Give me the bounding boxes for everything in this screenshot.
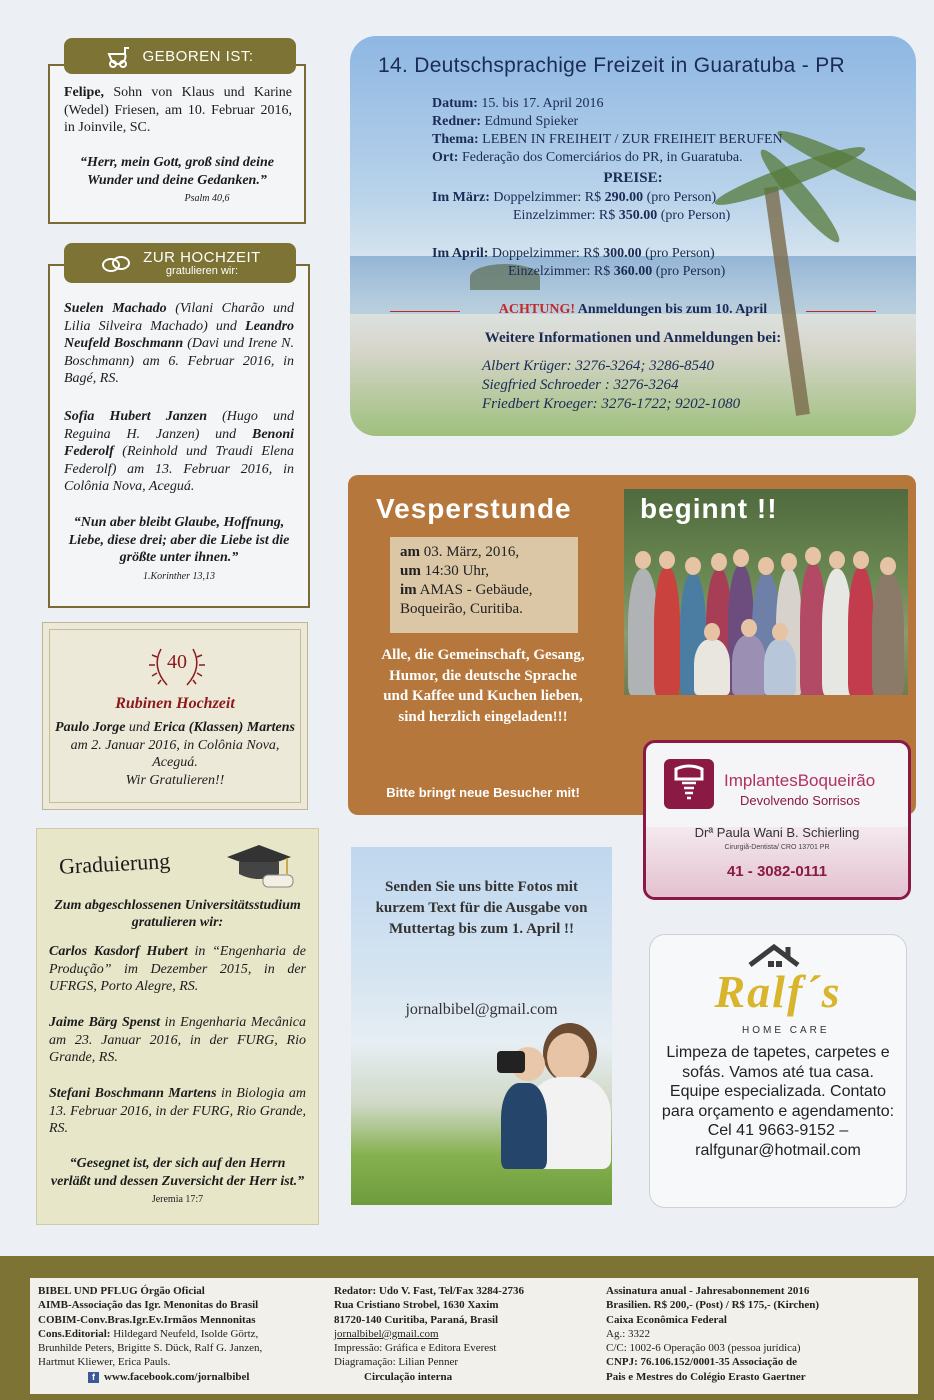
per-person-label: (pro Person) bbox=[655, 264, 726, 279]
graduation-quote-ref: Jeremia 17:7 bbox=[151, 1194, 204, 1205]
event-place-label: Ort: bbox=[432, 150, 459, 165]
graduation-1-text: in “Engenharia de Produção” im Dezember 2015, in der UFRGS, Porto Alegre, RS. bbox=[49, 944, 306, 994]
price-march-double-value: 290.00 bbox=[604, 190, 644, 205]
photo-head bbox=[758, 557, 774, 575]
footer-column-editor bbox=[334, 1284, 594, 1384]
graduation-entry-1 bbox=[49, 943, 306, 996]
footer-agency: Ag.: 3322 bbox=[606, 1327, 650, 1340]
photo-head bbox=[733, 549, 749, 567]
implantes-ad bbox=[643, 740, 911, 900]
wedding-entry-1 bbox=[64, 300, 294, 388]
graduation-1-name: Carlos Kasdorf Hubert bbox=[49, 944, 188, 959]
photo-head bbox=[781, 553, 797, 571]
contact-3: Friedbert Kroeger: 3276-1722; 9202-1080 bbox=[482, 396, 741, 412]
ruby-title: Rubinen Hochzeit bbox=[115, 695, 235, 712]
contact-2: Siegfried Schroeder : 3276-3264 bbox=[482, 377, 679, 393]
event-date: 15. bis 17. April 2016 bbox=[481, 96, 604, 111]
graduation-quote bbox=[49, 1155, 306, 1209]
graduation-3-text: in Biologia am 13. Februar 2016, in der FURG, Rio Grande, RS. bbox=[49, 1086, 306, 1136]
graduation-entry-3 bbox=[49, 1085, 306, 1138]
photo-head bbox=[805, 547, 821, 565]
wedding-quote-text: “Nun aber bleibt Glaube, Hoffnung, Liebe, diese drei; aber die Liebe ist die größte unter ihnen.” bbox=[68, 515, 290, 565]
price-march-single-value: 350.00 bbox=[618, 208, 658, 223]
price-march-label: Im März: bbox=[432, 190, 490, 205]
footer-email[interactable]: jornalbibel@gmail.com bbox=[334, 1327, 439, 1340]
vesper-footer: Bitte bringt neue Besucher mit! bbox=[386, 785, 580, 800]
ruby-number: 40 bbox=[167, 651, 187, 673]
event-speaker-label: Redner: bbox=[432, 114, 481, 129]
price-march-double bbox=[432, 190, 716, 206]
footer-column-subscription bbox=[606, 1284, 916, 1384]
graduation-entry-2 bbox=[49, 1014, 306, 1067]
ralf-text: Limpeza de tapetes, carpetes e sofás. Vamos até tua casa. Equipe especializada. Contato para orçamento e agendamento: Cel 41 9663-9152 – ralfgunar@hotmail.com bbox=[661, 1044, 895, 1159]
wedding-2-parents-2: (Reinhold und Traudi Elena Federolf) am 13. Februar 2016, in Colônia Nova, Aceguá. bbox=[64, 444, 295, 494]
wedding-tab bbox=[64, 243, 296, 283]
photo-head bbox=[704, 623, 720, 641]
birth-details: Sohn von Klaus und Karine (Wedel) Friesen, am 10. Februar 2016, in Joinvile, SC. bbox=[64, 85, 292, 135]
photo-call-text: Senden Sie uns bitte Fotos mit kurzem Text für die Ausgabe von Muttertag bis zum 1. April !! bbox=[375, 879, 588, 937]
photo-person bbox=[732, 635, 766, 695]
price-march-single bbox=[513, 208, 730, 224]
vesper-time-label: um bbox=[400, 563, 421, 579]
footer-cobim: COBIM-Conv.Bras.Igr.Ev.Irmãos Mennonitas bbox=[38, 1313, 256, 1326]
footer-column-publisher bbox=[38, 1284, 328, 1384]
price-april-single bbox=[508, 264, 725, 280]
wedding-quote-ref: 1.Korinther 13,13 bbox=[143, 570, 215, 582]
wedding-1-parents-1: (Vilani Charão und Lilia Silveira Machado) und bbox=[64, 301, 294, 334]
birth-quote bbox=[64, 154, 290, 208]
event-place-row bbox=[432, 150, 743, 166]
vesper-details bbox=[390, 537, 578, 633]
photo-head bbox=[880, 557, 896, 575]
photo-person bbox=[654, 567, 680, 695]
wedding-entry-2 bbox=[64, 408, 294, 496]
graduation-announcement bbox=[36, 828, 319, 1225]
implantes-doctor: Drª Paula Wani B. Schierling bbox=[694, 825, 860, 840]
attention-notice bbox=[390, 302, 876, 318]
ruby-and: und bbox=[128, 720, 150, 735]
implantes-phone: 41 - 3082-0111 bbox=[726, 863, 828, 880]
wedding-1-name-2: Leandro Neufeld Boschmann bbox=[64, 318, 295, 351]
birth-announcement bbox=[48, 64, 306, 224]
wedding-1-parents-2: (Davi und Irene N. Boschmann) am 6. Februar 2016, in Bagé, RS. bbox=[64, 336, 295, 386]
photo-call-ad bbox=[351, 847, 612, 1205]
birth-text bbox=[64, 84, 292, 137]
vesper-place: AMAS - Gebäude, Boqueirão, Curitiba. bbox=[400, 582, 533, 617]
attention-text: Anmeldungen bis zum 10. April bbox=[577, 302, 768, 317]
photo-head bbox=[685, 557, 701, 575]
footer-association: Pais e Mestres do Colégio Erasto Gaertner bbox=[606, 1370, 806, 1383]
vesper-date: 03. März, 2016, bbox=[423, 544, 520, 560]
footer-subscription-price: Brasilien. R$ 200,- (Post) / R$ 175,- (Kirchen) bbox=[606, 1299, 820, 1312]
birth-tab-title: GEBOREN IST: bbox=[142, 47, 254, 65]
vesper-date-label: am bbox=[400, 544, 420, 560]
event-place: Federação dos Comerciários do PR, in Guaratuba. bbox=[461, 150, 743, 165]
tooth-icon bbox=[664, 759, 714, 809]
photo-head bbox=[741, 619, 757, 637]
birth-quote-ref: Psalm 40,6 bbox=[184, 193, 230, 204]
graduation-quote-text: “Gesegnet ist, der sich auf den Herrn verläßt und dessen Zuversicht der Herr ist.” bbox=[50, 1156, 305, 1189]
vesper-title: Vesperstunde bbox=[376, 493, 572, 524]
footer-panel bbox=[30, 1278, 918, 1394]
footer-address-2: 81720-140 Curitiba, Paraná, Brasil bbox=[334, 1313, 499, 1326]
footer-editorial-3: Hartmut Kliewer, Erica Pauls. bbox=[38, 1356, 171, 1369]
camera-icon bbox=[497, 1051, 525, 1073]
graduation-title: Graduierung bbox=[58, 848, 171, 879]
event-date-row bbox=[432, 96, 604, 112]
photo-call-email[interactable]: jornalbibel@gmail.com bbox=[405, 1001, 558, 1018]
wedding-1-name-1: Suelen Machado bbox=[64, 301, 167, 316]
footer-address-1: Rua Cristiano Strobel, 1630 Xaxim bbox=[334, 1299, 499, 1312]
ruby-anniversary bbox=[42, 622, 308, 810]
single-room-label: Einzelzimmer: R$ bbox=[513, 208, 616, 223]
implantes-slogan: Devolvendo Sorrisos bbox=[740, 793, 860, 808]
event-card bbox=[350, 36, 916, 436]
footer-circulation: Circulação interna bbox=[364, 1370, 453, 1383]
ruby-name-2: Erica (Klassen) Martens bbox=[153, 720, 295, 735]
ralf-logo: Ralf´s bbox=[714, 966, 842, 1017]
photo-person bbox=[872, 573, 904, 695]
footer-facebook-link[interactable]: www.facebook.com/jornalbibel bbox=[104, 1371, 250, 1384]
photo-person bbox=[694, 639, 730, 695]
vesper-title-2: beginnt !! bbox=[640, 493, 778, 524]
event-theme: LEBEN IN FREIHEIT / ZUR FREIHEIT BERUFEN bbox=[482, 132, 783, 147]
wedding-2-parents-1: (Hugo und Reguina H. Janzen) und bbox=[64, 409, 294, 442]
tooth-implant-logo bbox=[664, 759, 714, 809]
vesper-time: 14:30 Uhr, bbox=[424, 563, 489, 579]
vesper-place-label: im bbox=[400, 582, 417, 598]
event-theme-row bbox=[432, 132, 783, 148]
info-heading: Weitere Informationen und Anmeldungen bei: bbox=[484, 330, 782, 346]
footer-subscription: Assinatura anual - Jahresabonnement 2016 bbox=[606, 1285, 810, 1297]
photo-head bbox=[829, 551, 845, 569]
footer-editorial-2: Brunhilde Peters, Brigitte S. Dück, Ralf G. Janzen, bbox=[38, 1342, 263, 1355]
graduation-2-text: in Engenharia Mecânica am 23. Januar 2016, in der FURG, Rio Grande, RS. bbox=[49, 1015, 307, 1065]
wedding-quote bbox=[64, 514, 294, 585]
prices-heading: PREISE: bbox=[603, 170, 663, 186]
event-theme-label: Thema: bbox=[432, 132, 479, 147]
single-room-label: Einzelzimmer: R$ bbox=[508, 264, 611, 279]
per-person-label: (pro Person) bbox=[660, 208, 731, 223]
facebook-icon: f bbox=[88, 1372, 99, 1383]
ruby-details: am 2. Januar 2016, in Colônia Nova, Aceguá. bbox=[70, 737, 280, 770]
event-speaker-row bbox=[432, 114, 578, 130]
footer-editorial-label: Cons.Editorial: bbox=[38, 1327, 111, 1340]
implantes-name: ImplantesBoqueirão bbox=[724, 771, 876, 790]
ruby-body bbox=[55, 719, 295, 789]
birth-name: Felipe, bbox=[64, 85, 105, 100]
birth-tab bbox=[64, 38, 296, 74]
footer-bank: Caixa Econômica Federal bbox=[606, 1313, 727, 1326]
wedding-rings-icon bbox=[99, 252, 133, 274]
graduation-intro: Zum abgeschlossenen Universitätsstudium gratulieren wir: bbox=[54, 898, 301, 930]
contact-1: Albert Krüger: 3276-3264; 3286-8540 bbox=[482, 358, 715, 374]
double-room-label: Doppelzimmer: R$ bbox=[491, 246, 600, 261]
price-april-double-value: 300.00 bbox=[603, 246, 642, 261]
photo-head bbox=[772, 623, 788, 641]
implantes-cro: Cirurgiã-Dentista/ CRO 13701 PR bbox=[724, 844, 830, 851]
baby-carriage-icon bbox=[106, 44, 132, 68]
price-april-single-value: 360.00 bbox=[613, 264, 653, 279]
photo-head bbox=[659, 551, 675, 569]
ralf-subtitle: HOME CARE bbox=[742, 1025, 830, 1036]
footer-layout: Diagramação: Lilian Penner bbox=[334, 1356, 459, 1369]
footer-print: Impressão: Gráfica e Editora Everest bbox=[334, 1342, 497, 1355]
footer bbox=[0, 1256, 934, 1400]
price-april-double bbox=[432, 246, 715, 262]
price-april-label: Im April: bbox=[432, 246, 489, 261]
ralf-ad bbox=[649, 934, 907, 1208]
mother-face bbox=[547, 1033, 589, 1081]
photo-person bbox=[764, 639, 796, 695]
wedding-tab-subtitle: gratulieren wir: bbox=[165, 265, 239, 277]
photo-person bbox=[848, 567, 874, 695]
wedding-tab-title: ZUR HOCHZEIT bbox=[143, 249, 261, 266]
vesper-invitation: Alle, die Gemeinschaft, Gesang, Humor, die deutsche Sprache und Kaffee und Kuchen lieben, sind herzlich eingeladen!!! bbox=[381, 647, 585, 725]
wedding-2-name-2: Benoni Federolf bbox=[64, 426, 294, 459]
ruby-wish: Wir Gratulieren!! bbox=[125, 772, 225, 788]
footer-editor: Redator: Udo V. Fast, Tel/Fax 3284-2736 bbox=[334, 1285, 524, 1297]
birth-quote-text: “Herr, mein Gott, groß sind deine Wunder und deine Gedanken.” bbox=[79, 155, 275, 188]
footer-aimb: AIMB-Associação das Igr. Menonitas do Brasil bbox=[38, 1299, 259, 1312]
attention-label: ACHTUNG! bbox=[498, 302, 576, 317]
footer-cnpj: CNPJ: 76.106.152/0001-35 Associação de bbox=[606, 1356, 797, 1369]
graduation-3-name: Stefani Boschmann Martens bbox=[49, 1086, 217, 1101]
footer-account: C/C: 1002-6 Operação 003 (pessoa jurídica) bbox=[606, 1342, 801, 1355]
graduation-cap-icon bbox=[223, 841, 297, 893]
event-speaker: Edmund Spieker bbox=[484, 114, 579, 129]
photo-head bbox=[711, 553, 727, 571]
footer-editorial-1: Hildegard Neufeld, Isolde Görtz, bbox=[113, 1327, 259, 1340]
ruby-name-1: Paulo Jorge bbox=[55, 720, 126, 735]
photo-head bbox=[853, 551, 869, 569]
event-date-label: Datum: bbox=[432, 96, 478, 111]
child-body bbox=[501, 1083, 547, 1169]
graduation-2-name: Jaime Bärg Spenst bbox=[49, 1015, 161, 1030]
wedding-announcement bbox=[48, 264, 310, 608]
wedding-2-name-1: Sofia Hubert Janzen bbox=[64, 409, 208, 424]
footer-facebook[interactable] bbox=[88, 1370, 249, 1384]
per-person-label: (pro Person) bbox=[646, 190, 717, 205]
footer-publication: BIBEL UND PFLUG Órgão Oficial bbox=[38, 1285, 205, 1297]
double-room-label: Doppelzimmer: R$ bbox=[493, 190, 602, 205]
per-person-label: (pro Person) bbox=[645, 246, 715, 261]
event-title: 14. Deutschsprachige Freizeit in Guaratuba - PR bbox=[378, 54, 845, 77]
photo-head bbox=[635, 551, 651, 569]
